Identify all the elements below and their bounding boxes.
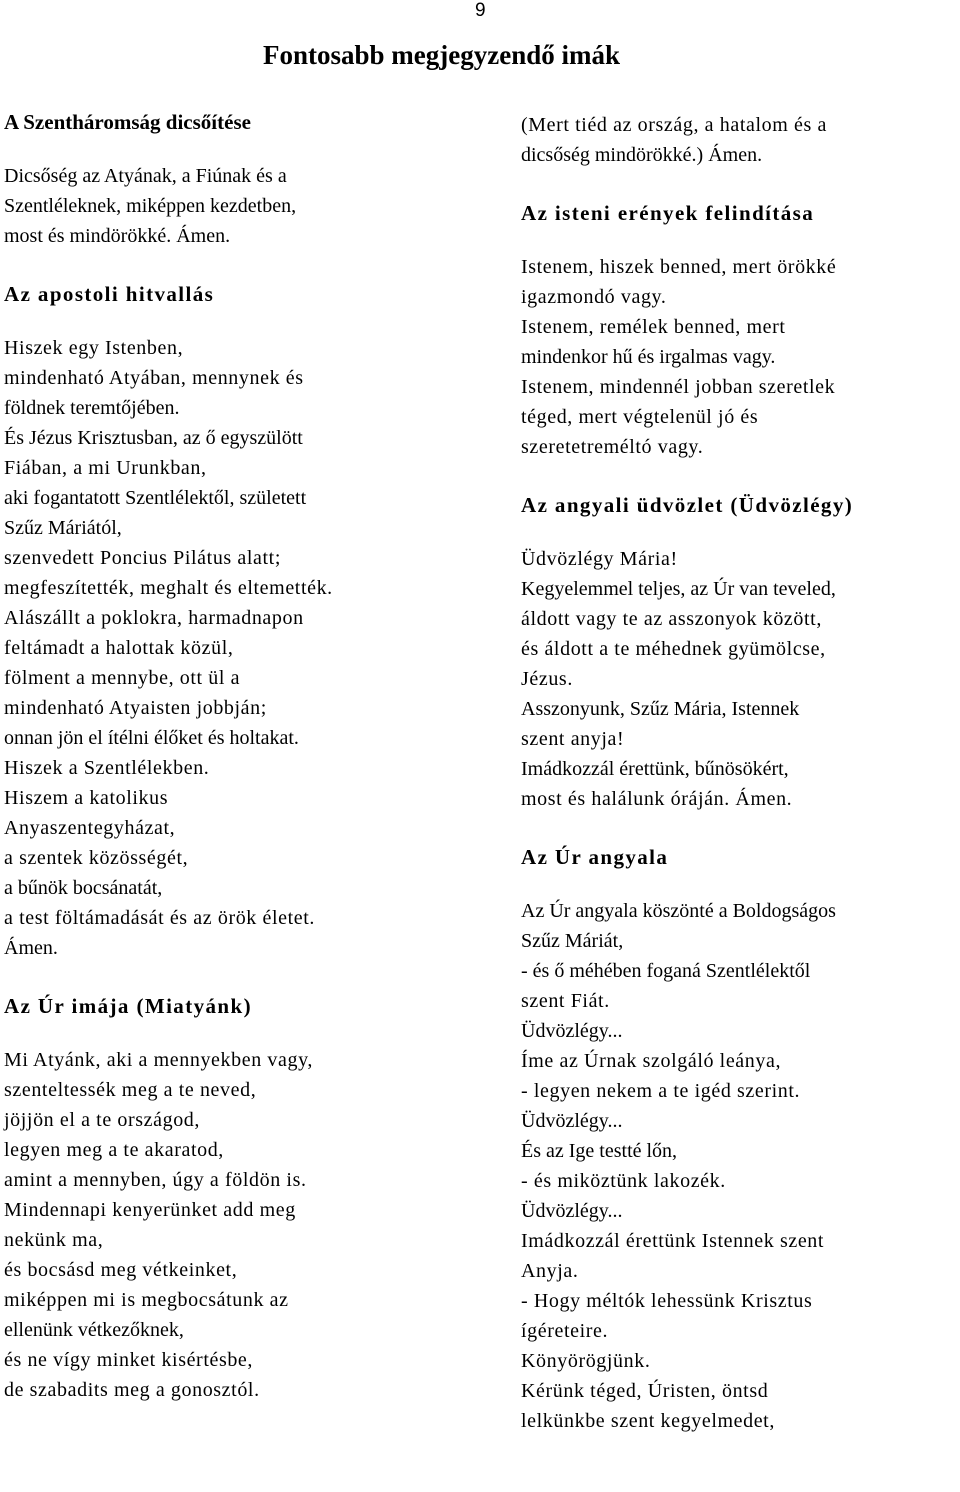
text-line: Üdvözlégy... (521, 1110, 623, 1132)
text-line: Üdvözlégy... (521, 1020, 623, 1042)
text-line: Üdvözlégy... (521, 1200, 623, 1222)
text-line: Hiszek a Szentlélekben. (4, 757, 210, 779)
text-line: Ámen. (4, 937, 58, 959)
section-title-ur-angyala: Az Úr angyala (521, 845, 669, 869)
text-line: de szabadits meg a gonosztól. (4, 1379, 260, 1401)
text-line: amint a mennyben, úgy a földön is. (4, 1169, 307, 1191)
text-line: - és ő méhében foganá Szentlélektől (521, 960, 811, 982)
text-line: Szűz Máriától, (4, 517, 122, 539)
section-title-isteni-erenyek: Az isteni erények felindítása (521, 201, 815, 225)
text-line: És Jézus Krisztusban, az ő egyszülött (4, 427, 303, 449)
text-line: Istenem, mindennél jobban szeretlek (521, 376, 836, 398)
text-line: Az Úr angyala köszönté a Boldogságos (521, 900, 836, 922)
text-line: Asszonyunk, Szűz Mária, Istennek (521, 698, 800, 720)
text-line: Imádkozzál érettünk, bűnösökért, (521, 758, 789, 780)
text-line: Íme az Úrnak szolgáló leánya, (521, 1050, 782, 1072)
text-line: Könyörögjünk. (521, 1350, 651, 1372)
text-line: mindenkor hű és irgalmas vagy. (521, 346, 776, 368)
text-line: Kérünk téged, Úristen, öntsd (521, 1380, 769, 1402)
text-line: ellenünk vétkezőknek, (4, 1319, 184, 1341)
text-line: jöjjön el a te országod, (4, 1109, 201, 1131)
text-line: Jézus. (521, 668, 573, 690)
text-line: Hiszem a katolikus (4, 787, 169, 809)
text-line: Szűz Máriát, (521, 930, 624, 952)
text-line: szent Fiát. (521, 990, 610, 1012)
text-line: Dicsőség az Atyának, a Fiúnak és a (4, 165, 287, 187)
text-line: szent anyja! (521, 728, 625, 750)
text-line: és bocsásd meg vétkeinket, (4, 1259, 238, 1281)
text-line: fölment a mennybe, ott ül a (4, 667, 241, 689)
text-line: ígéreteire. (521, 1320, 609, 1342)
text-line: most és mindörökké. Ámen. (4, 225, 231, 247)
text-line: legyen meg a te akaratod, (4, 1139, 224, 1161)
prayer-text-isteni-erenyek (521, 252, 960, 462)
text-line: szenteltessék meg a te neved, (4, 1079, 257, 1101)
text-line: szenvedett Poncius Pilátus alatt; (4, 547, 281, 569)
left-column (4, 110, 459, 1405)
text-line: dicsőség mindörökké.) Ámen. (521, 144, 763, 166)
text-line: mindenható Atyában, mennynek és (4, 367, 304, 389)
text-line: és áldott a te méhednek gyümölcse, (521, 638, 826, 660)
section-title-angyali-udvozlet: Az angyali üdvözlet (Üdvözlégy) (521, 493, 854, 517)
text-line: miképpen mi is megbocsátunk az (4, 1289, 289, 1311)
text-line: nekünk ma, (4, 1229, 104, 1251)
text-line: Szentléleknek, miképpen kezdetben, (4, 195, 297, 217)
text-line: Alászállt a poklokra, harmadnapon (4, 607, 304, 629)
section-title-apostoli-hitvallas: Az apostoli hitvallás (4, 282, 215, 306)
text-line: - legyen nekem a te igéd szerint. (521, 1080, 801, 1102)
prayer-text-miatyank (4, 1045, 459, 1405)
text-line: megfeszítették, meghalt és eltemették. (4, 577, 333, 599)
text-line: szeretetreméltó vagy. (521, 436, 704, 458)
text-line: Anyja. (521, 1260, 579, 1282)
right-column (521, 110, 960, 1436)
page-title: Fontosabb megjegyzendő imák (263, 40, 620, 70)
prayer-text-apostoli-hitvallas (4, 333, 459, 963)
prayer-text-ur-angyala (521, 896, 960, 1436)
text-line: onnan jön el ítélni élőket és holtakat. (4, 727, 299, 749)
text-line: mindenható Atyaisten jobbján; (4, 697, 267, 719)
text-line: téged, mert végtelenül jó és (521, 406, 759, 428)
prayer-text-miatyank-ending (521, 110, 960, 170)
text-line: lelkünkbe szent kegyelmedet, (521, 1410, 775, 1432)
text-line: Üdvözlégy Mária! (521, 548, 678, 570)
text-line: igazmondó vagy. (521, 286, 667, 308)
text-line: a szentek közösségét, (4, 847, 189, 869)
text-line: és ne vígy minket kisértésbe, (4, 1349, 254, 1371)
text-line: Hiszek egy Istenben, (4, 337, 184, 359)
page-number: 9 (475, 0, 486, 21)
text-line: Mindennapi kenyerünket add meg (4, 1199, 296, 1221)
prayer-text-szentharomsag (4, 161, 459, 251)
text-line: most és halálunk óráján. Ámen. (521, 788, 793, 810)
text-line: aki fogantatott Szentlélektől, született (4, 487, 307, 509)
text-line: Istenem, remélek benned, mert (521, 316, 786, 338)
text-line: Istenem, hiszek benned, mert örökké (521, 256, 837, 278)
text-line: a bűnök bocsánatát, (4, 877, 163, 899)
text-line: a test föltámadását és az örök életet. (4, 907, 316, 929)
prayer-text-angyali-udvozlet (521, 544, 960, 814)
text-line: Mi Atyánk, aki a mennyekben vagy, (4, 1049, 313, 1071)
text-line: Kegyelemmel teljes, az Úr van teveled, (521, 578, 836, 600)
text-line: - és miköztünk lakozék. (521, 1170, 726, 1192)
text-line: Fiában, a mi Urunkban, (4, 457, 207, 479)
text-line: Imádkozzál érettünk Istennek szent (521, 1230, 825, 1252)
text-line: És az Ige testté lőn, (521, 1140, 678, 1162)
text-line: áldott vagy te az asszonyok között, (521, 608, 822, 630)
section-title-miatyank: Az Úr imája (Miatyánk) (4, 994, 252, 1018)
text-line: (Mert tiéd az ország, a hatalom és a (521, 114, 827, 136)
text-line: - Hogy méltók lehessünk Krisztus (521, 1290, 813, 1312)
text-line: földnek teremtőjében. (4, 397, 180, 419)
text-line: feltámadt a halottak közül, (4, 637, 234, 659)
section-title-szentharomsag: A Szentháromság dicsőítése (4, 110, 251, 134)
text-line: Anyaszentegyházat, (4, 817, 176, 839)
